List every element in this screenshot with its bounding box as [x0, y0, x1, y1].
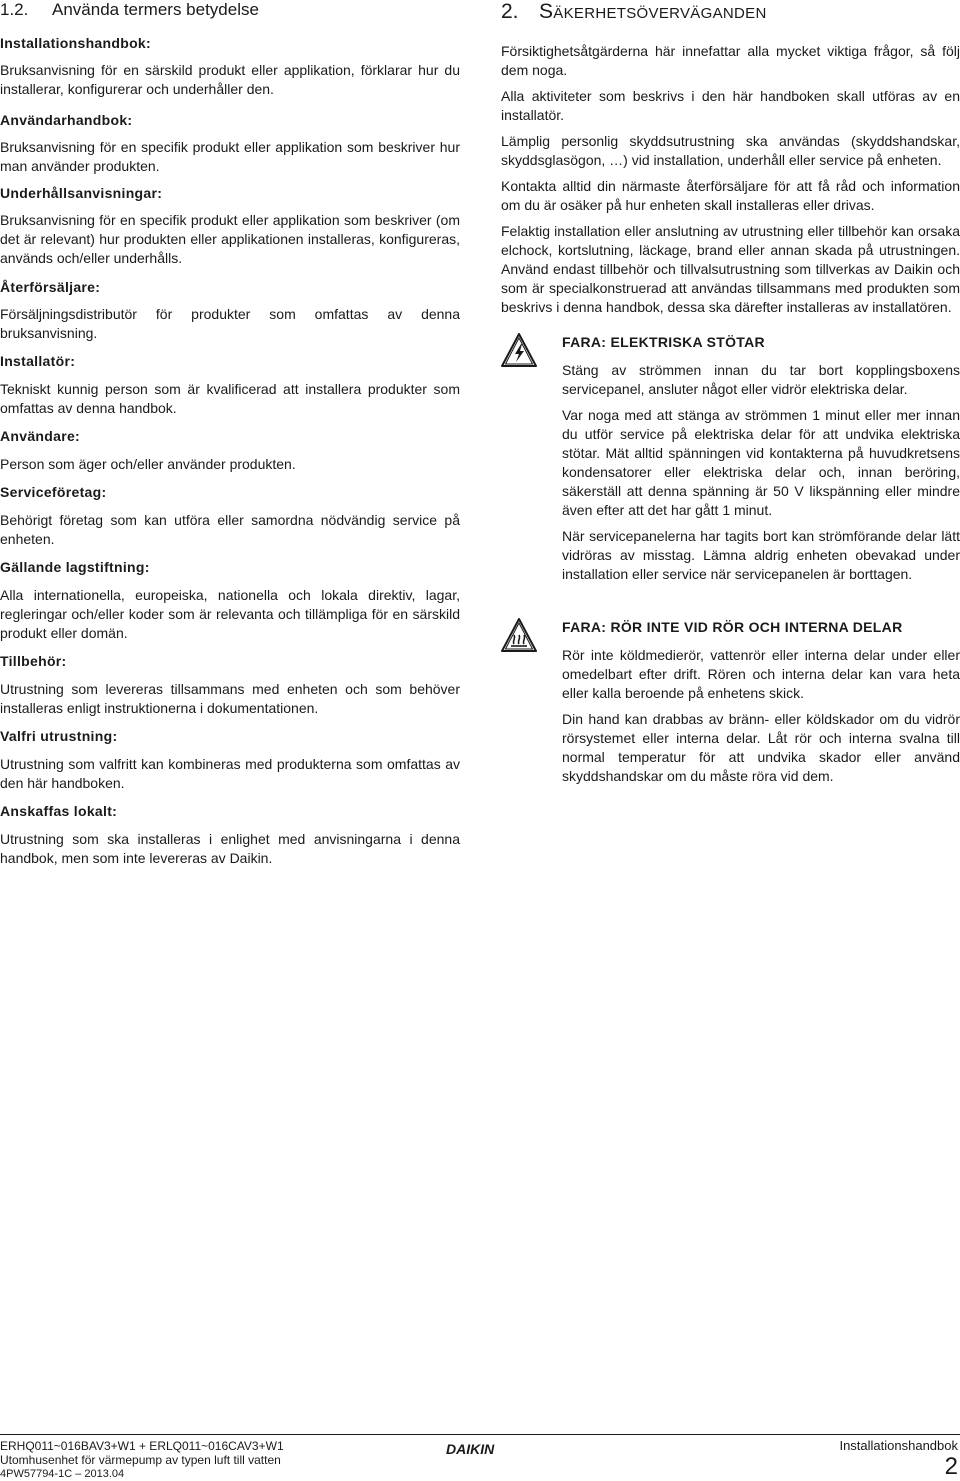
term-label-gallande-lagstiftning: Gällande lagstiftning: [0, 559, 150, 575]
term-text: Bruksanvisning för en särskild produkt eller applikation, förklarar hur du installerar, konfigurerar och underhåller den. [0, 62, 460, 97]
term-label-anvandare: Användare: [0, 428, 81, 444]
term-text: Försäljningsdistributör för produkter som omfattas av denna bruksanvisning. [0, 306, 460, 341]
term-text: Tekniskt kunnig person som är kvalificerad att installera produkter som omfattas av denna handbok. [0, 381, 460, 416]
page-number: 2 [944, 1453, 958, 1480]
warning-title: FARA: RÖR INTE VID RÖR OCH INTERNA DELAR [562, 619, 903, 635]
footer-doc-line: 4PW57794-1C – 2013.04 [0, 1468, 125, 1480]
safety-paragraph: Alla aktiviteter som beskrivs i den här handboken skall utföras av en installatör. [501, 88, 960, 123]
term-label-tillbehor: Tillbehör: [0, 653, 67, 669]
section-heading-terms [0, 0, 460, 20]
term-text: Bruksanvisning för en specifik produkt eller applikation som beskriver (om det är relevant) hur produkten eller applikationen installeras, konfigureras, används och/eller underhålls. [0, 212, 460, 266]
electric-shock-warning-icon [501, 333, 537, 367]
warning-paragraph: När servicepanelerna har tagits bort kan strömförande delar lätt vidröras av misstag. Lämna aldrig enheten obevakad under installation eller service när servicepanelen är borttagen. [562, 528, 960, 582]
footer-page-info [839, 1439, 958, 1479]
term-label-installator: Installatör: [0, 353, 76, 369]
right-column [501, 0, 960, 786]
footer-model-line: ERHQ011~016BAV3+W1 + ERLQ011~016CAV3+W1 [0, 1439, 284, 1453]
safety-paragraph: Lämplig personlig skyddsutrustning ska användas (skyddshandskar, skyddsglasögon, …) vid installation, underhåll eller service på enheten. [501, 133, 960, 168]
footer-document-info [0, 1439, 284, 1481]
footer-manual-type: Installationshandbok [839, 1438, 958, 1453]
term-text: Utrustning som levereras tillsammans med enheten och som behöver installeras enligt instruktionerna i dokumentationen. [0, 681, 460, 716]
warning-paragraph: Din hand kan drabbas av bränn- eller köldskador om du vidrör rörsystemet eller interna delar. Låt rör och interna svalna till normal temperatur för att undvika skador eller använd skyddshandskar om du måste röra vid dem. [562, 711, 960, 784]
safety-paragraph: Kontakta alltid din närmaste återförsäljare för att få råd och information om du är osäker på hur enheten skall installeras eller drivas. [501, 178, 960, 213]
warning-paragraph: Stäng av strömmen innan du tar bort kopplingsboxens servicepanel, ansluter något eller vidrör elektriska delar. [562, 362, 960, 397]
term-label-aterforsaljare: Återförsäljare: [0, 279, 101, 295]
term-text: Behörigt företag som kan utföra eller samordna nödvändig service på enheten. [0, 512, 460, 547]
term-label-serviceforetag: Serviceföretag: [0, 484, 107, 500]
safety-paragraph: Försiktighetsåtgärderna här innefattar alla mycket viktiga frågor, så följ dem noga. [501, 43, 960, 78]
term-label-anskaffas-lokalt: Anskaffas lokalt: [0, 803, 118, 819]
daikin-logo-text: DAIKIN [446, 1441, 495, 1457]
term-text: Bruksanvisning för en specifik produkt eller applikation som beskriver hur man använder produkten. [0, 139, 460, 174]
warning-title: FARA: ELEKTRISKA STÖTAR [562, 334, 765, 350]
term-text: Person som äger och/eller använder produkten. [0, 456, 296, 472]
section-heading-safety [501, 0, 960, 24]
page-footer [0, 1434, 960, 1481]
term-text: Utrustning som valfritt kan kombineras med produkterna som omfattas av den här handboken. [0, 756, 460, 791]
warning-electric-shock [501, 333, 960, 584]
term-label-installationshandbok: Installationshandbok: [0, 35, 151, 51]
section-title: Använda termers betydelse [52, 0, 259, 19]
warning-paragraph: Var noga med att stänga av strömmen 1 minut eller mer innan du utför service på elektriska delar för att undvika elektriska stötar. Mät alltid spänningen vid kontakterna på huvudkretsens kondensatorer eller elektriska delar och, innan beröring, säkerställ att denna spänning är 50 V likspänning eller mindre även efter att det har gått 1 minut. [562, 407, 960, 518]
section-number: 2. [501, 0, 519, 23]
term-text: Utrustning som ska installeras i enlighet med anvisningarna i denna handbok, men som inte levereras av Daikin. [0, 831, 460, 866]
term-label-underhallsanvisningar: Underhållsanvisningar: [0, 185, 163, 201]
hot-surface-warning-icon [501, 618, 537, 652]
section-title: Säkerhetsöverväganden [539, 0, 767, 23]
warning-hot-surface [501, 618, 960, 786]
section-number: 1.2. [0, 0, 29, 19]
term-text: Alla internationella, europeiska, nationella och lokala direktiv, lagar, regleringar och/eller koder som är relevanta och tillämpliga för en särskild produkt eller domän. [0, 587, 460, 641]
warning-paragraph: Rör inte köldmedierör, vattenrör eller interna delar under eller omedelbart efter drift. Rören och interna delar kan vara heta eller kalla beroende på enhetens skick. [562, 647, 960, 701]
term-label-valfri-utrustning: Valfri utrustning: [0, 728, 118, 744]
footer-product-line: Utomhusenhet för värmepump av typen luft till vatten [0, 1453, 281, 1467]
term-label-anvandarhandbok: Användarhandbok: [0, 112, 133, 128]
daikin-logo [446, 1441, 514, 1457]
left-column [0, 0, 460, 868]
safety-paragraph: Felaktig installation eller anslutning av utrustning eller tillbehör kan orsaka elchock, kortslutning, läckage, brand eller annan skada på utrustningen. Använd endast tillbehör och tillvalsutrustning som tillverkas av Daikin och som är specialkonstruerad att användas tillsammans med produkten som beskrivs i denna handbok, dessa ska därefter installeras av installatören. [501, 223, 960, 315]
